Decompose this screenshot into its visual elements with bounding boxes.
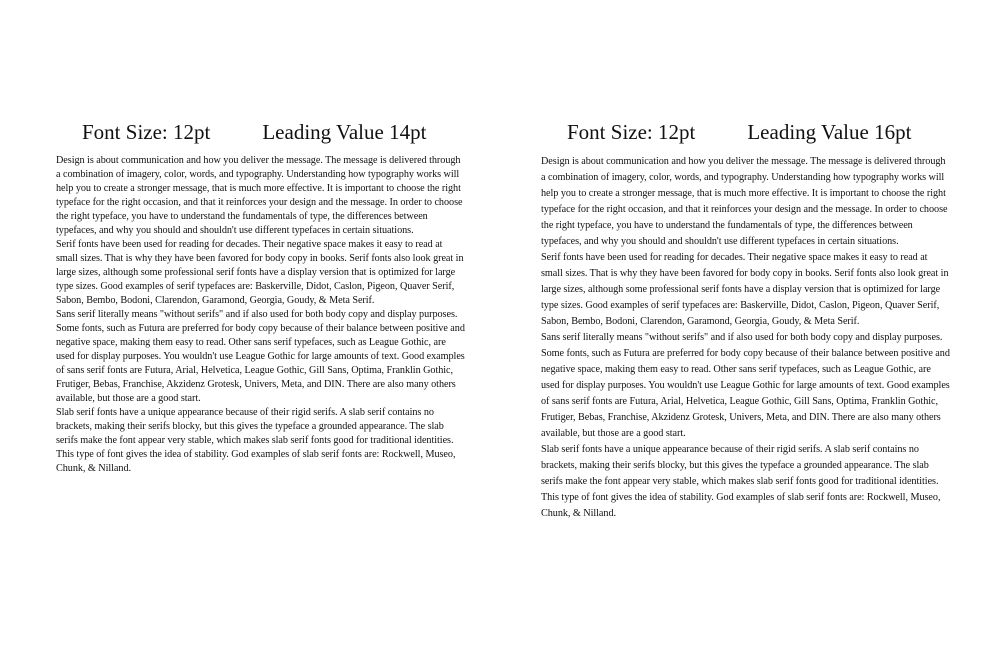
paragraph-sans-serif: Sans serif literally means "without serifs" and if also used for both body copy and display purposes. Some fonts, such as Futura are preferred for body copy because of their balance between positive and negative space, making them easy to read. Other sans serif typefaces, such as League Gothic, are used for display purposes. You wouldn't use League Gothic for large amounts of text. Good examples of sans serif fonts are Futura, Arial, Helvetica, League Gothic, Gill Sans, Optima, Franklin Gothic, Frutiger, Bebas, Franchise, Akzidenz Grotesk, Univers, Meta, and DIN. There are also many others available, but those are a good start. bbox=[56, 309, 465, 404]
font-size-label: Font Size: 12pt bbox=[82, 120, 211, 144]
paragraph-design: Design is about communication and how you deliver the message. The message is delivered through a combination of imagery, color, words, and typography. Understanding how typography works will help you to create a stronger message, that is much more effective. It is important to choose the right typeface for the right occasion, and that it reinforces your design and the message. In order to choose the right typeface, you have to understand the fundamentals of type, the differences between typefaces, and why you should and shouldn't use different typefaces in certain situations. bbox=[56, 155, 463, 236]
paragraph-slab-serif: Slab serif fonts have a unique appearance because of their rigid serifs. A slab serif contains no brackets, making their serifs blocky, but this gives the typeface a grounded appearance. The slab serifs make the font appear very stable, which makes slab serif fonts good for traditional identities. This type of font gives the idea of stability. God examples of slab serif fonts are: Rockwell, Museo, Chunk, & Nilland. bbox=[56, 407, 456, 474]
paragraph-serif: Serif fonts have been used for reading for decades. Their negative space makes it easy to read at small sizes. That is why they have been favored for body copy in books. Serif fonts also look great in large sizes, although some professional serif fonts have a display version that is optimized for large type sizes. Good examples of serif typefaces are: Baskerville, Didot, Caslon, Pigeon, Quaver Serif, Sabon, Bembo, Bodoni, Clarendon, Garamond, Georgia, Goudy, & Meta Serif. bbox=[56, 239, 464, 306]
text-sample-leading-14 bbox=[56, 118, 466, 476]
paragraph-sans-serif: Sans serif literally means "without serifs" and if also used for both body copy and display purposes. Some fonts, such as Futura are preferred for body copy because of their balance between positive and negative space, making them easy to read. Other sans serif typefaces, such as League Gothic, are used for display purposes. You wouldn't use League Gothic for large amounts of text. Good examples of sans serif fonts are Futura, Arial, Helvetica, League Gothic, Gill Sans, Optima, Franklin Gothic, Frutiger, Bebas, Franchise, Akzidenz Grotesk, Univers, Meta, and DIN. There are also many others available, but those are a good start. bbox=[541, 332, 950, 439]
paragraph-slab-serif: Slab serif fonts have a unique appearance because of their rigid serifs. A slab serif contains no brackets, making their serifs blocky, but this gives the typeface a grounded appearance. The slab serifs make the font appear very stable, which makes slab serif fonts good for traditional identities. This type of font gives the idea of stability. God examples of slab serif fonts are: Rockwell, Museo, Chunk, & Nilland. bbox=[541, 444, 941, 519]
sample-heading-left bbox=[56, 118, 466, 146]
paragraph-design: Design is about communication and how you deliver the message. The message is delivered through a combination of imagery, color, words, and typography. Understanding how typography works will help you to create a stronger message, that is much more effective. It is important to choose the right typeface for the right occasion, and that it reinforces your design and the message. In order to choose the right typeface, you have to understand the fundamentals of type, the differences between typefaces, and why you should and shouldn't use different typefaces in certain situations. bbox=[541, 156, 948, 247]
paragraph-serif: Serif fonts have been used for reading for decades. Their negative space makes it easy to read at small sizes. That is why they have been favored for body copy in books. Serif fonts also look great in large sizes, although some professional serif fonts have a display version that is optimized for large type sizes. Good examples of serif typefaces are: Baskerville, Didot, Caslon, Pigeon, Quaver Serif, Sabon, Bembo, Bodoni, Clarendon, Garamond, Georgia, Goudy, & Meta Serif. bbox=[541, 252, 949, 327]
sample-body-right bbox=[541, 154, 951, 522]
sample-body-left bbox=[56, 154, 466, 476]
sample-heading-right bbox=[541, 118, 951, 146]
leading-value-label: Leading Value 16pt bbox=[747, 120, 912, 144]
text-sample-leading-16 bbox=[541, 118, 951, 522]
leading-value-label: Leading Value 14pt bbox=[262, 120, 427, 144]
font-size-label: Font Size: 12pt bbox=[567, 120, 696, 144]
